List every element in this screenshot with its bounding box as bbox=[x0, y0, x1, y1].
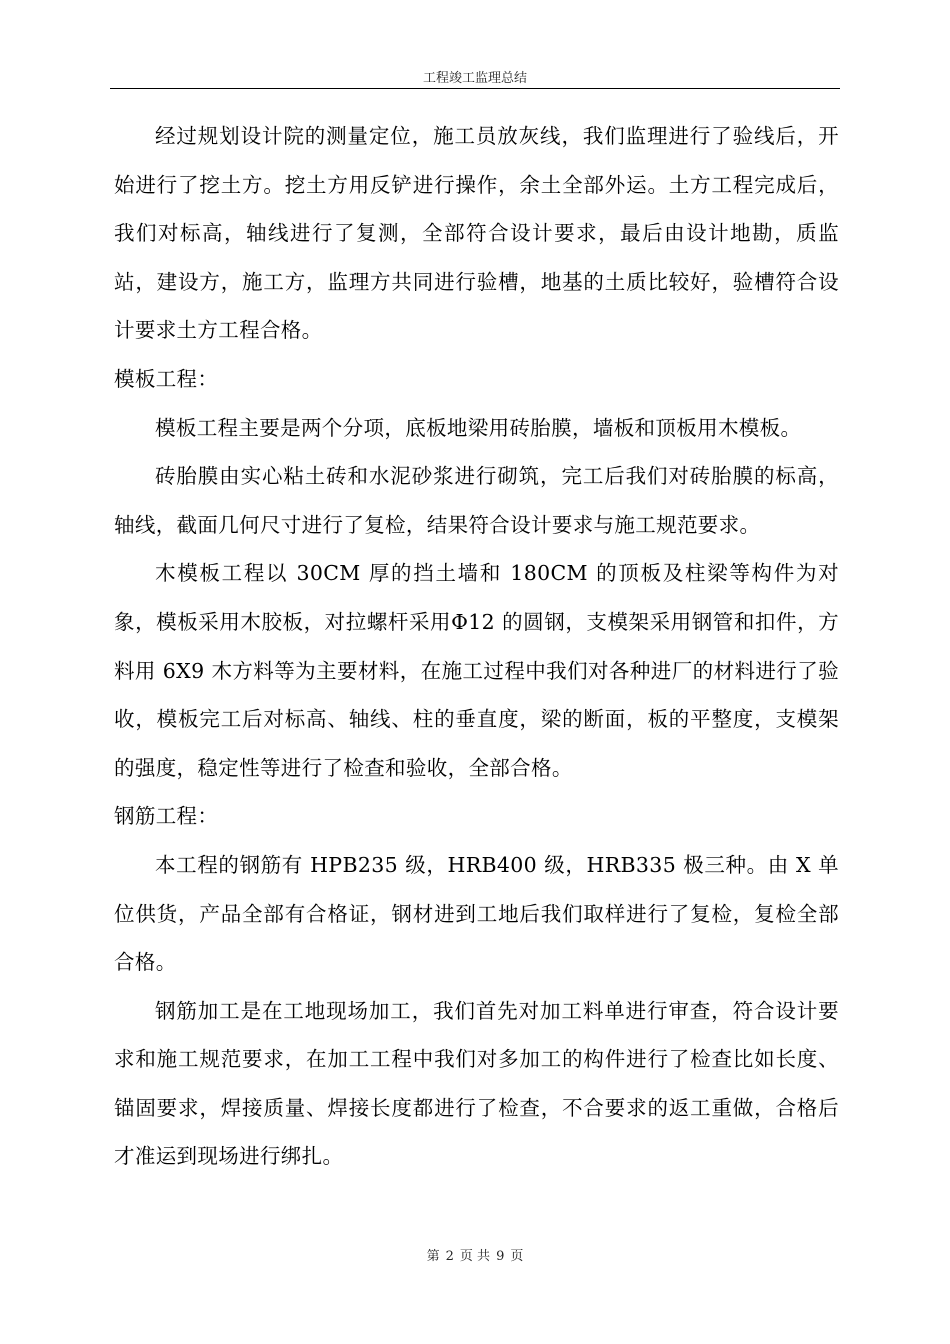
document-body bbox=[114, 112, 839, 1181]
footer-prefix: 第 bbox=[426, 1249, 440, 1264]
paragraph-rebar-materials: 本工程的钢筋有 HPB235 级，HRB400 级，HRB335 极三种。由 X 单位供货，产品全部有合格证，钢材进到工地后我们取样进行了复检，复检全部合格。 bbox=[114, 852, 839, 975]
section-heading-formwork: 模板工程： bbox=[114, 366, 219, 391]
paragraph-brick-formwork: 砖胎膜由实心粘土砖和水泥砂浆进行砌筑，完工后我们对砖胎膜的标高，轴线，截面几何尺寸进行了复检，结果符合设计要求与施工规范要求。 bbox=[114, 464, 839, 537]
section-heading-rebar: 钢筋工程： bbox=[114, 804, 219, 829]
paragraph-rebar-processing: 钢筋加工是在工地现场加工，我们首先对加工料单进行审查，符合设计要求和施工规范要求，在加工工程中我们对多加工的构件进行了检查比如长度、锚固要求，焊接质量、焊接长度都进行了检查，不合要求的返工重做，合格后才准运到现场进行绑扎。 bbox=[114, 998, 839, 1169]
paragraph-earthwork: 经过规划设计院的测量定位，施工员放灰线，我们监理进行了验线后，开始进行了挖土方。挖土方用反铲进行操作，余土全部外运。土方工程完成后，我们对标高，轴线进行了复测，全部符合设计要求，最后由设计地勘，质监站，建设方，施工方，监理方共同进行验槽，地基的土质比较好，验槽符合设计要求土方工程合格。 bbox=[114, 124, 839, 343]
header-divider bbox=[110, 88, 840, 89]
paragraph-wood-formwork: 木模板工程以 30CM 厚的挡土墙和 180CM 的顶板及柱梁等构件为对象，模板采用木胶板，对拉螺杆采用Φ12 的圆钢，支模架采用钢管和扣件，方料用 6X9 木方料等为主要材料，在施工过程中我们对各种进厂的材料进行了验收，模板完工后对标高、轴线、柱的垂直度，梁的断面，板的平整度，支模架的强度，稳定性等进行了检查和验收，全部合格。 bbox=[114, 561, 839, 780]
footer-total-pages: 9 bbox=[496, 1249, 505, 1264]
page-header: 工程竣工监理总结 bbox=[422, 71, 527, 86]
paragraph-formwork-overview: 模板工程主要是两个分项，底板地梁用砖胎膜，墙板和顶板用木模板。 bbox=[155, 415, 802, 440]
page-footer bbox=[110, 1248, 840, 1266]
footer-suffix: 页 bbox=[510, 1249, 524, 1264]
footer-middle: 页 共 bbox=[459, 1249, 491, 1264]
footer-page-number: 2 bbox=[445, 1249, 454, 1264]
